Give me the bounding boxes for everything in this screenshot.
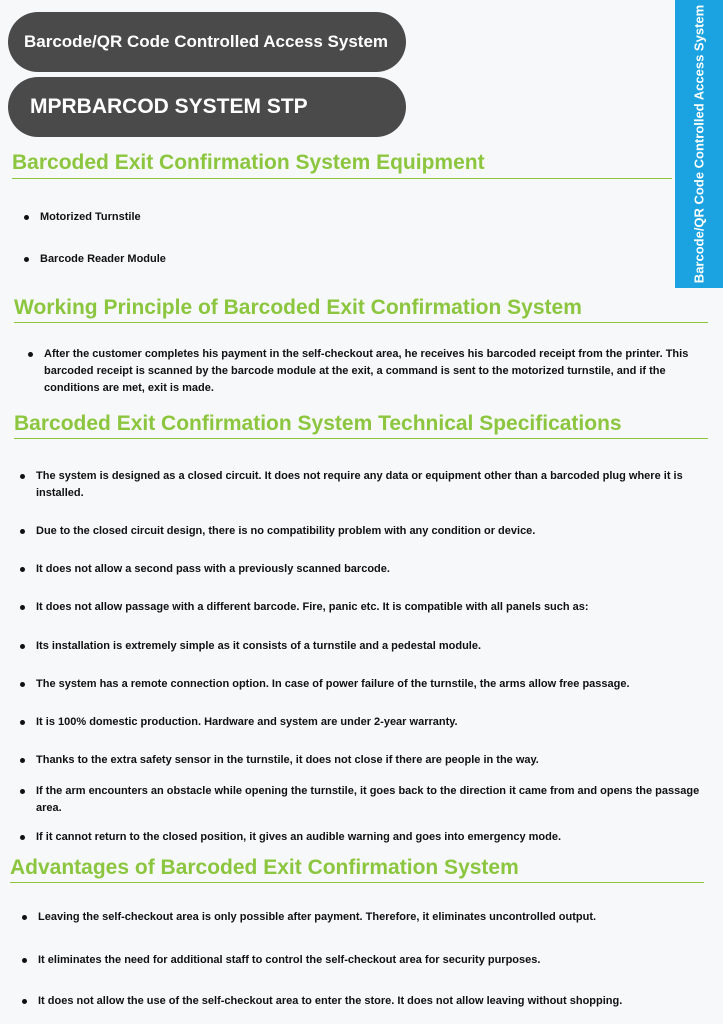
list-item: Motorized Turnstile bbox=[24, 209, 640, 226]
list-item: The system has a remote connection option. In case of power failure of the turnstile, the arms allow free passage. bbox=[20, 676, 716, 693]
sidebar-tab bbox=[675, 0, 723, 288]
list-item: Leaving the self-checkout area is only possible after payment. Therefore, it eliminates uncontrolled output. bbox=[22, 909, 718, 926]
principle-divider bbox=[14, 322, 708, 323]
system-title-banner bbox=[8, 12, 406, 72]
advantages-divider bbox=[10, 882, 704, 883]
product-code: MPRBARCOD SYSTEM STP bbox=[30, 95, 308, 118]
list-item: After the customer completes his payment in the self-checkout area, he receives his barcoded receipt from the printer. This barcoded receipt is scanned by the barcode module at the exit, a command is sent to the motorized turnstile, and if the conditions are met, exit is made. bbox=[28, 346, 720, 397]
list-item: It does not allow the use of the self-checkout area to enter the store. It does not allow leaving without shopping. bbox=[22, 993, 718, 1010]
list-item: Due to the closed circuit design, there is no compatibility problem with any condition or device. bbox=[20, 523, 716, 540]
advantages-heading: Advantages of Barcoded Exit Confirmation System bbox=[10, 856, 519, 879]
list-item: The system is designed as a closed circuit. It does not require any data or equipment other than a barcoded plug where it is installed. bbox=[20, 468, 716, 502]
list-item: It does not allow a second pass with a previously scanned barcode. bbox=[20, 561, 716, 578]
equipment-heading: Barcoded Exit Confirmation System Equipment bbox=[12, 151, 485, 174]
specs-heading: Barcoded Exit Confirmation System Technical Specifications bbox=[14, 412, 622, 435]
list-item: Barcode Reader Module bbox=[24, 251, 640, 268]
principle-heading: Working Principle of Barcoded Exit Confirmation System bbox=[14, 296, 582, 319]
list-item: It does not allow passage with a different barcode. Fire, panic etc. It is compatible with all panels such as: bbox=[20, 599, 716, 616]
list-item: It is 100% domestic production. Hardware and system are under 2-year warranty. bbox=[20, 714, 716, 731]
sidebar-label: Barcode/QR Code Controlled Access System bbox=[691, 4, 707, 284]
list-item: Thanks to the extra safety sensor in the turnstile, it does not close if there are people in the way. bbox=[20, 752, 716, 769]
system-title: Barcode/QR Code Controlled Access System bbox=[24, 32, 389, 51]
list-item: If the arm encounters an obstacle while opening the turnstile, it goes back to the direction it came from and opens the passage area. bbox=[20, 783, 716, 817]
equipment-divider bbox=[12, 178, 672, 179]
list-item: It eliminates the need for additional staff to control the self-checkout area for security purposes. bbox=[22, 952, 718, 969]
list-item: Its installation is extremely simple as it consists of a turnstile and a pedestal module. bbox=[20, 638, 716, 655]
specs-divider bbox=[14, 438, 708, 439]
list-item: If it cannot return to the closed position, it gives an audible warning and goes into emergency mode. bbox=[20, 829, 716, 846]
product-code-banner bbox=[8, 77, 406, 137]
